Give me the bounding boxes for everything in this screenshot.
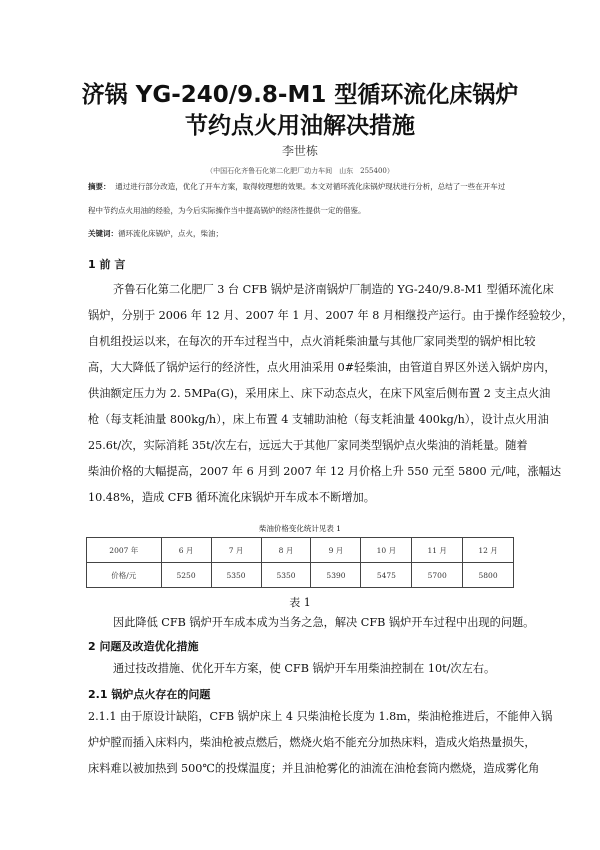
table-cell: 5390 (311, 563, 361, 588)
para-line: 通过技改措施、优化开车方案，使 CFB 锅炉开车用柴油控制在 10t/次左右。 (113, 662, 496, 675)
para-line: 齐鲁石化第二化肥厂 3 台 CFB 锅炉是济南锅炉厂制造的 YG-240/9.8-M1 型循环流化床 (113, 283, 554, 296)
table-cell: 2007 年 (87, 538, 162, 563)
para-line: 锅炉，分别于 2006 年 12 月、2007 年 1 月、2007 年 8 月相继投产运行。由于操作经验较少， (88, 309, 574, 322)
table-cell: 5350 (211, 563, 261, 588)
affiliation: （中国石化齐鲁石化第二化肥厂动力车间 山东 255400） (206, 167, 394, 175)
table-row (87, 563, 514, 588)
para-line: 枪（每支耗油量 800kg/h），床上布置 4 支辅助油枪（每支耗油量 400kg/h），设计点火用油 (88, 413, 549, 426)
table-cell: 5350 (261, 563, 311, 588)
table-cell: 5800 (463, 563, 514, 588)
para-line: 炉炉膛而插入床料内，柴油枪被点燃后，燃烧火焰不能充分加热床料，造成火焰热量损失， (88, 736, 536, 749)
table-cell: 5475 (361, 563, 412, 588)
table-label: 表 1 (289, 596, 311, 609)
table-cell: 6 月 (161, 538, 211, 563)
keywords (88, 229, 512, 239)
para-line: 自机组投运以来，在每次的开车过程当中，点火消耗柴油量与其他厂家同类型的锅炉相比较 (88, 335, 536, 348)
abstract-label: 摘要： (88, 182, 111, 191)
table-cell: 12 月 (463, 538, 514, 563)
section-1-heading: 1 前 言 (88, 258, 126, 271)
keywords-label: 关键词： (88, 229, 118, 238)
title-line-1: 济锅 YG-240/9.8-M1 型循环流化床锅炉 (81, 82, 519, 108)
para-line: 25.6t/次，实际消耗 35t/次左右，远远大于其他厂家同类型锅炉点火柴油的消耗量。随着 (88, 439, 528, 452)
para-line: 柴油价格的大幅提高，2007 年 6 月到 2007 年 12 月价格上升 550 元至 5800 元/吨，涨幅达 (88, 465, 562, 478)
para-line: 2.1.1 由于原设计缺陷，CFB 锅炉床上 4 只柴油枪长度为 1.8m，柴油枪推进后，不能伸入锅 (88, 710, 553, 723)
abstract-line-1 (88, 182, 512, 192)
table-cell: 8 月 (261, 538, 311, 563)
keywords-text: 循环流化床锅炉，点火，柴油； (118, 229, 223, 238)
section-2-1-heading: 2.1 锅炉点火存在的问题 (88, 688, 211, 701)
table-cell: 价格/元 (87, 563, 162, 588)
para-line: 因此降低 CFB 锅炉开车成本成为当务之急，解决 CFB 锅炉开车过程中出现的问题。 (113, 616, 535, 629)
para-line: 供油额定压力为 2. 5MPa(G)，采用床上、床下动态点火，在床下风室后侧布置 2 支主点火油 (88, 387, 551, 400)
para-line: 床料难以被加热到 500℃的投煤温度；并且油枪雾化的油流在油枪套筒内燃烧，造成雾化角 (88, 762, 540, 775)
table-cell: 10 月 (361, 538, 412, 563)
abstract-line-2: 程中节约点火用油的经验，为今后实际操作当中提高锅炉的经济性提供一定的借鉴。 (88, 206, 366, 215)
table-cell: 7 月 (211, 538, 261, 563)
section-2-heading: 2 问题及改造优化措施 (88, 640, 199, 653)
table-caption: 柴油价格变化统计见表 1 (258, 524, 342, 533)
para-line: 高，大大降低了锅炉运行的经济性，点火用油采用 0#轻柴油，由管道自界区外送入锅炉房内， (88, 361, 556, 374)
abstract-text: 通过进行部分改造，优化了开车方案，取得较理想的效果。本文对循环流化床锅炉现状进行分析，总结了一些在开车过 (115, 182, 506, 191)
author: 李世栋 (281, 144, 318, 158)
diesel-price-table (86, 537, 514, 588)
table-cell: 9 月 (311, 538, 361, 563)
title-line-2: 节约点火用油解决措施 (185, 113, 415, 139)
table-cell: 5700 (412, 563, 463, 588)
table-header-row (87, 538, 514, 563)
table-cell: 5250 (161, 563, 211, 588)
table-cell: 11 月 (412, 538, 463, 563)
para-line: 10.48%，造成 CFB 循环流化床锅炉开车成本不断增加。 (88, 491, 375, 504)
